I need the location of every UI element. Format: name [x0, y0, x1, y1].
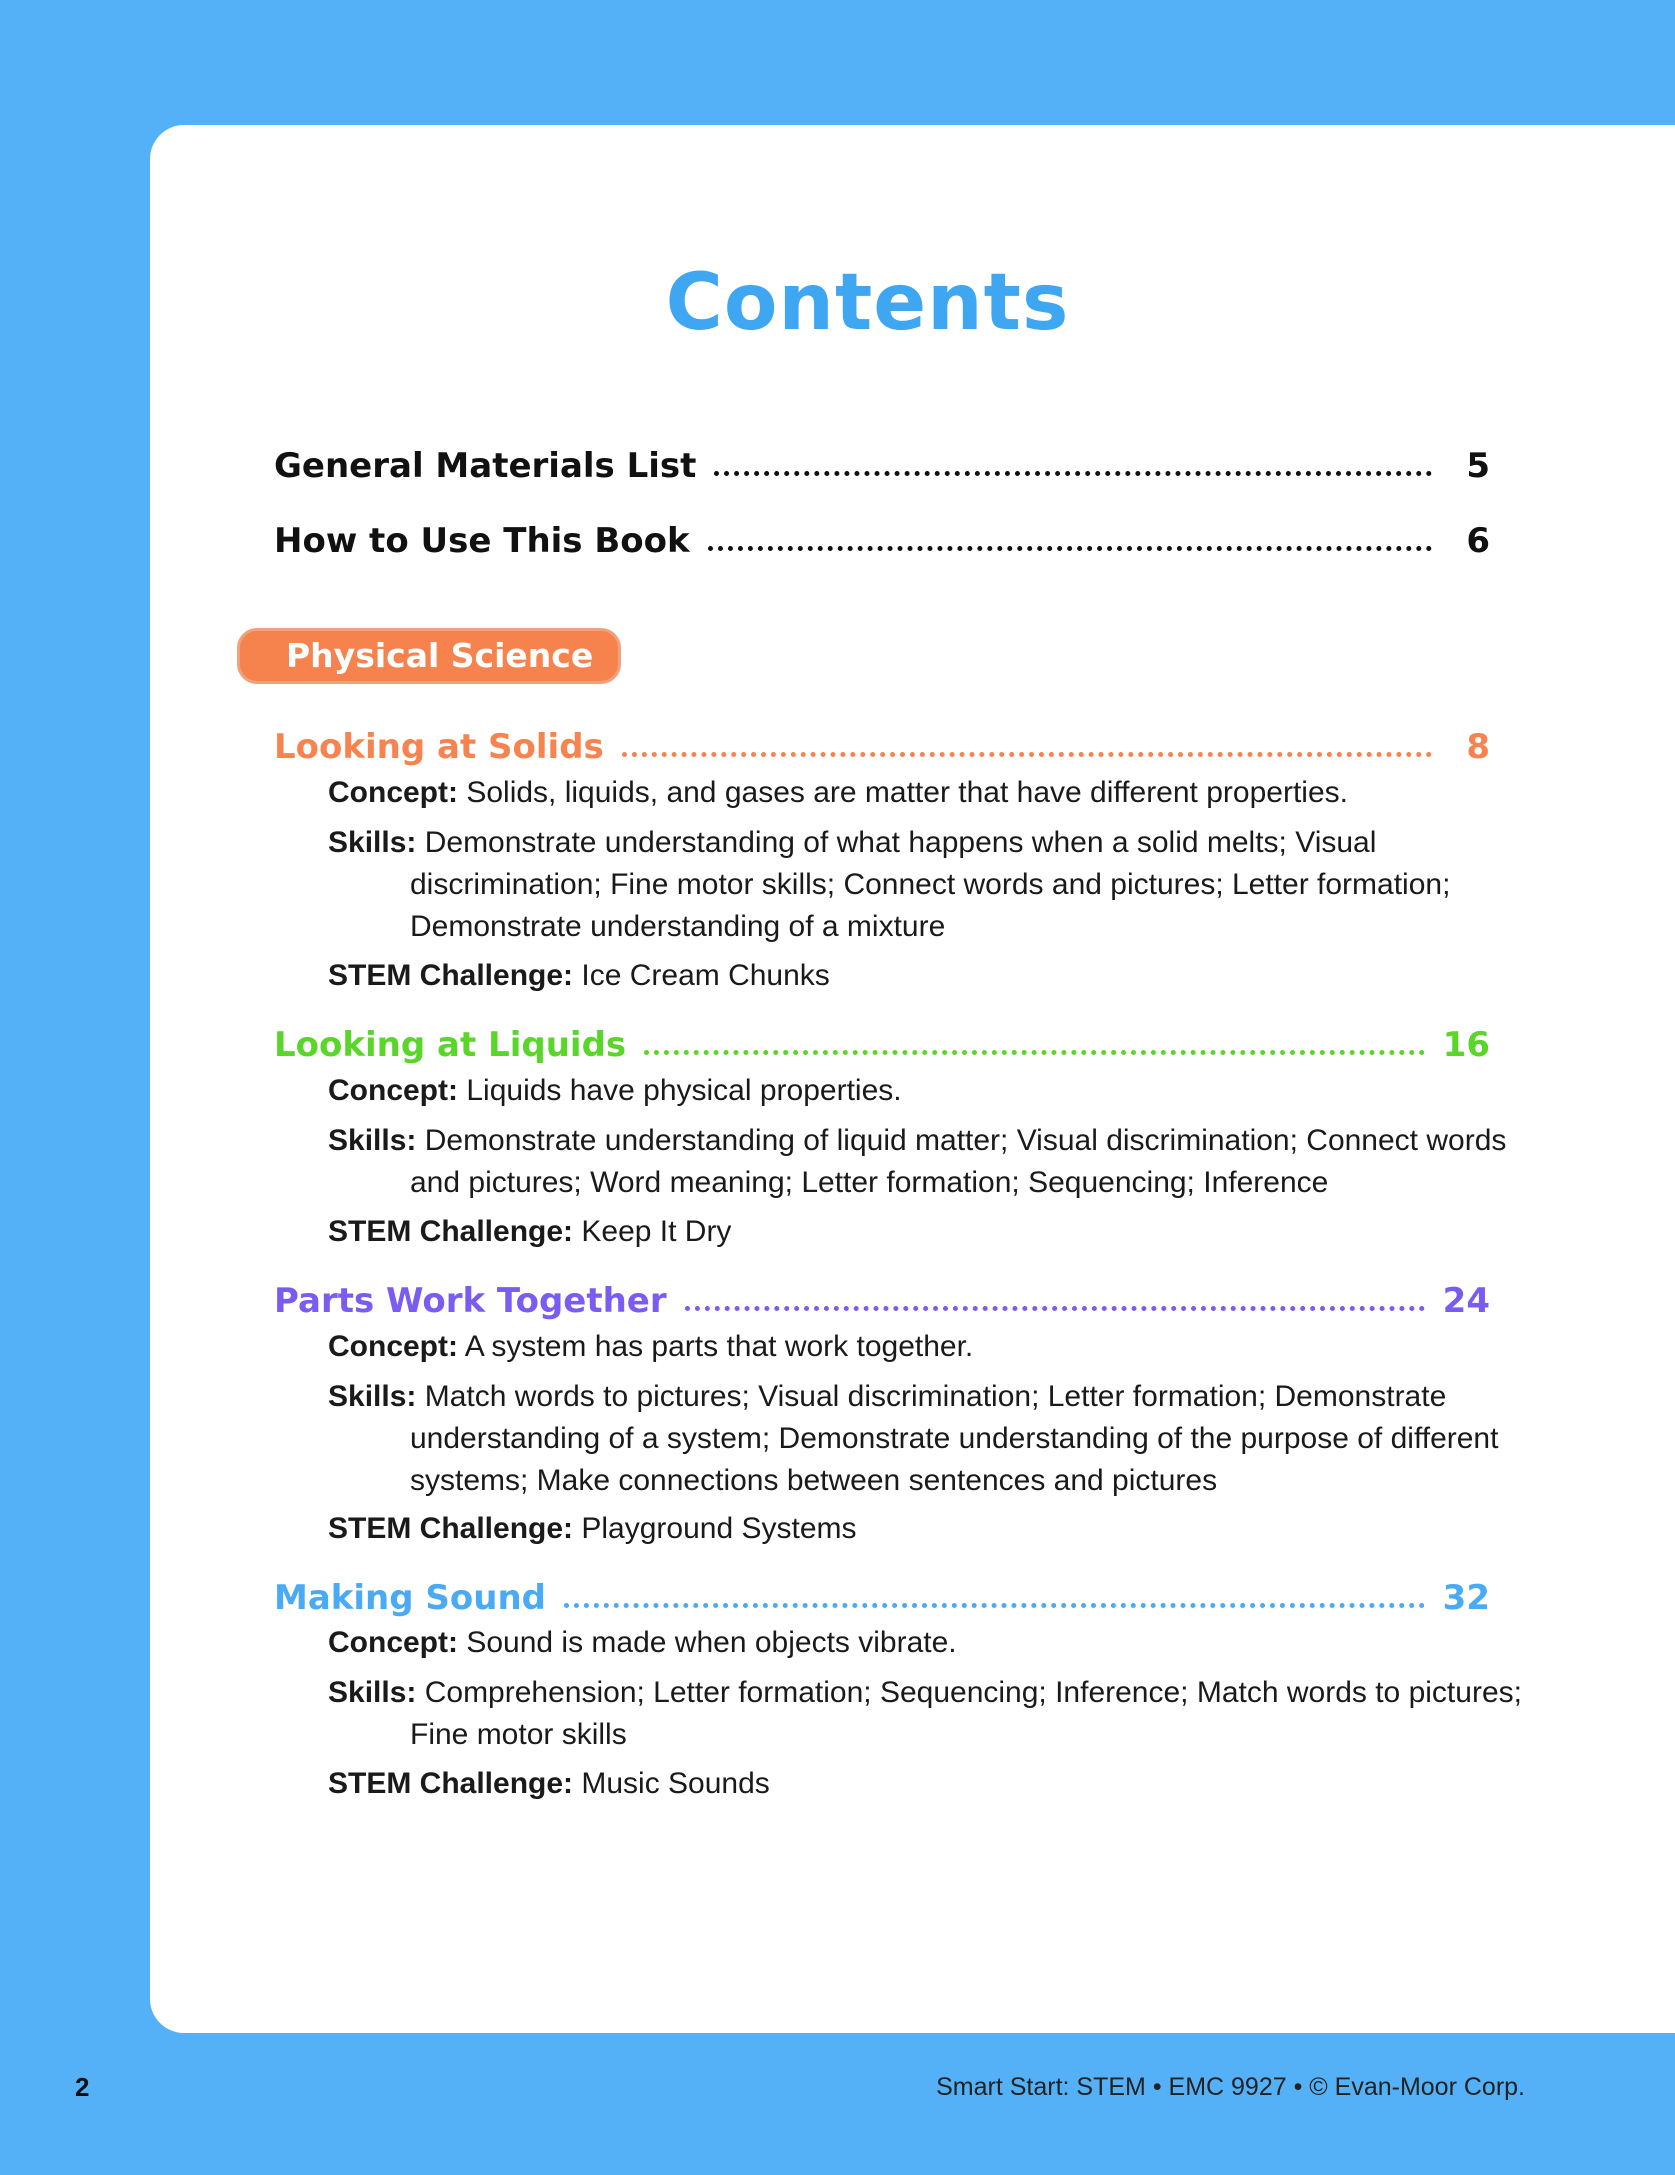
dot-leader: [714, 471, 1432, 476]
toc-entry-page: 5: [1466, 446, 1490, 486]
dot-leader: [622, 752, 1432, 757]
stem-challenge-text: Ice Cream Chunks: [581, 959, 830, 992]
toc-entry-general-materials[interactable]: [274, 434, 1490, 486]
dot-leader: [644, 1050, 1425, 1055]
skills-text: Comprehension; Letter formation; Sequencing; Inference; Match words to pictures; Fine motor skills: [410, 1676, 1522, 1751]
toc-entry-label: Making Sound: [274, 1578, 547, 1618]
toc-entry-looking-at-solids[interactable]: [274, 715, 1490, 767]
stem-challenge-label: STEM Challenge:: [328, 1512, 574, 1545]
toc-entry-how-to-use[interactable]: [274, 509, 1490, 561]
skills-line: [328, 1672, 1530, 1756]
stem-challenge-line: [328, 1211, 1448, 1253]
skills-label: Skills:: [328, 1380, 417, 1413]
skills-label: Skills:: [328, 826, 417, 859]
stem-challenge-line: [328, 955, 1448, 997]
toc-entry-looking-at-liquids[interactable]: [274, 1013, 1490, 1065]
stem-challenge-line: [328, 1763, 1448, 1805]
stem-challenge-line: [328, 1508, 1448, 1550]
toc-entry-page: 32: [1442, 1578, 1490, 1618]
toc-entry-label: Looking at Liquids: [274, 1025, 627, 1065]
skills-text: Demonstrate understanding of what happens when a solid melts; Visual discrimination; Fine motor skills; Connect words and pictures; Letter formation; Demonstrate understanding of a mixture: [410, 826, 1451, 943]
toc-entry-page: 24: [1442, 1281, 1490, 1321]
skills-label: Skills:: [328, 1676, 417, 1709]
concept-line: [328, 1070, 1448, 1112]
stem-challenge-text: Playground Systems: [581, 1512, 857, 1545]
concept-text: Sound is made when objects vibrate.: [466, 1626, 957, 1659]
concept-line: [328, 772, 1448, 814]
page-title: Contents: [665, 258, 1070, 348]
toc-entry-label: Looking at Solids: [274, 727, 604, 767]
skills-line: [328, 1376, 1530, 1502]
skills-text: Match words to pictures; Visual discrimination; Letter formation; Demonstrate understanding of a system; Demonstrate understanding of the purpose of different systems; Make connections between sentences and pictures: [410, 1380, 1499, 1497]
dot-leader: [564, 1603, 1425, 1608]
toc-entry-label: Parts Work Together: [274, 1281, 667, 1321]
toc-entry-page: 8: [1466, 727, 1490, 767]
concept-label: Concept:: [328, 1330, 458, 1363]
stem-challenge-label: STEM Challenge:: [328, 1767, 574, 1800]
concept-line: [328, 1622, 1448, 1664]
stem-challenge-text: Music Sounds: [581, 1767, 770, 1800]
section-heading-physical-science: Physical Science: [237, 628, 621, 684]
skills-line: [328, 822, 1530, 948]
concept-label: Concept:: [328, 776, 458, 809]
concept-label: Concept:: [328, 1074, 458, 1107]
stem-challenge-label: STEM Challenge:: [328, 959, 574, 992]
concept-text: Liquids have physical properties.: [466, 1074, 902, 1107]
concept-text: Solids, liquids, and gases are matter that have different properties.: [466, 776, 1348, 809]
toc-entry-label: General Materials List: [274, 446, 697, 486]
footer-credit: Smart Start: STEM • EMC 9927 • © Evan-Moor Corp.: [936, 2073, 1525, 2101]
concept-line: [328, 1326, 1448, 1368]
concept-label: Concept:: [328, 1626, 458, 1659]
dot-leader: [708, 546, 1432, 551]
toc-entry-page: 6: [1466, 521, 1490, 561]
page-number: 2: [75, 2072, 90, 2102]
stem-challenge-text: Keep It Dry: [581, 1215, 732, 1248]
toc-entry-parts-work-together[interactable]: [274, 1269, 1490, 1321]
skills-text: Demonstrate understanding of liquid matter; Visual discrimination; Connect words and pictures; Word meaning; Letter formation; Sequencing; Inference: [410, 1124, 1507, 1199]
toc-entry-page: 16: [1442, 1025, 1490, 1065]
stem-challenge-label: STEM Challenge:: [328, 1215, 574, 1248]
skills-label: Skills:: [328, 1124, 417, 1157]
toc-entry-label: How to Use This Book: [274, 521, 690, 561]
toc-entry-making-sound[interactable]: [274, 1566, 1490, 1618]
skills-line: [328, 1120, 1530, 1204]
concept-text: A system has parts that work together.: [464, 1330, 974, 1363]
dot-leader: [685, 1306, 1425, 1311]
